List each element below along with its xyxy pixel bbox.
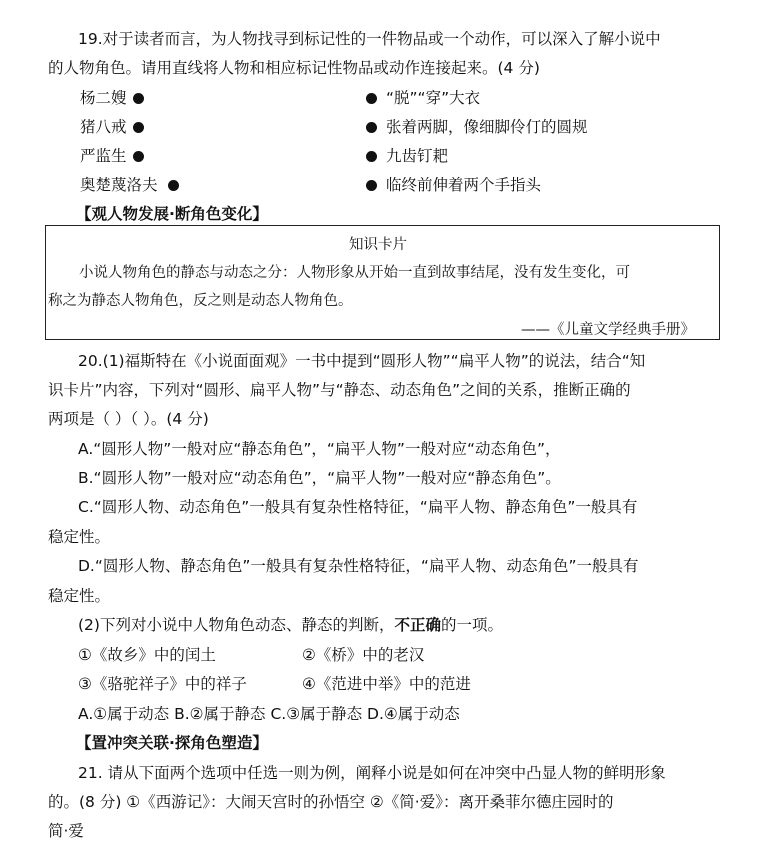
match-dot-left-1 (133, 93, 144, 104)
match-dot-right-2 (366, 122, 377, 133)
knowledge-card (45, 225, 720, 340)
q20-item-4: ④《范进中举》中的范进 (302, 675, 471, 693)
match-right-3: 九齿钉耙 (386, 147, 449, 165)
q20-line-1: 20.(1)福斯特在《小说面面观》一书中提到“圆形人物”“扁平人物”的说法，结合“知 (78, 352, 646, 370)
match-dot-right-1 (366, 93, 377, 104)
match-left-2: 猪八戒 (80, 118, 127, 136)
q20-item-3: ③《骆驼祥子》中的祥子 (78, 675, 247, 693)
q20-item-1: ①《故乡》中的闰土 (78, 646, 216, 664)
q21-line-2: 的。(8 分) ①《西游记》：大闹天宫时的孙悟空 ②《简·爱》：离开桑菲尔德庄园时的 (48, 793, 614, 811)
q20-option-c-line-1: C.“圆形人物、动态角色”一般具有复杂性格特征，“扁平人物、静态角色”一般具有 (78, 498, 638, 516)
q20-part-2-prompt (78, 615, 503, 635)
match-right-4: 临终前伸着两个手指头 (386, 176, 542, 194)
q21-line-1: 21. 请从下面两个选项中任选一则为例，阐释小说是如何在冲突中凸显人物的鲜明形象 (78, 764, 666, 782)
q20-option-d-line-2: 稳定性。 (48, 587, 111, 605)
q19-line-2: 的人物角色。请用直线将人物和相应标记性物品或动作连接起来。(4 分) (48, 59, 540, 77)
match-dot-right-4 (366, 180, 377, 191)
q20-option-c-line-2: 稳定性。 (48, 528, 111, 546)
q20-line-2: 识卡片”内容，下列对“圆形、扁平人物”与“静态、动态角色”之间的关系，推断正确的 (48, 381, 631, 399)
match-left-1: 杨二嫂 (80, 89, 127, 107)
q20-part-2-suffix: 的一项。 (440, 616, 503, 634)
match-dot-left-3 (133, 151, 144, 162)
q20-option-a: A.“圆形人物”一般对应“静态角色”，“扁平人物”一般对应“动态角色”， (78, 440, 561, 458)
q20-answer-options: A.①属于动态 B.②属于静态 C.③属于静态 D.④属于动态 (78, 705, 460, 723)
q20-option-d-line-1: D.“圆形人物、静态角色”一般具有复杂性格特征，“扁平人物、动态角色”一般具有 (78, 557, 639, 575)
match-right-2: 张着两脚，像细脚伶仃的圆规 (386, 118, 588, 136)
match-dot-left-2 (133, 122, 144, 133)
match-dot-right-3 (366, 151, 377, 162)
card-source: ——《儿童文学经典手册》 (521, 322, 695, 338)
section-heading-development: 【观人物发展·断角色变化】 (76, 205, 268, 223)
card-line-1: 小说人物角色的静态与动态之分：人物形象从开始一直到故事结尾，没有发生变化，可 (79, 265, 630, 281)
q21-line-3: 简·爱 (48, 822, 84, 840)
match-dot-left-4 (168, 180, 179, 191)
card-line-2: 称之为静态人物角色，反之则是动态人物角色。 (48, 293, 353, 309)
section-heading-conflict: 【置冲突关联·探角色塑造】 (76, 734, 268, 752)
match-left-3: 严监生 (80, 147, 127, 165)
match-right-1: “脱”“穿”大衣 (386, 89, 481, 107)
q20-line-3: 两项是（ ）（ ）。(4 分) (48, 410, 209, 428)
card-title: 知识卡片 (349, 237, 407, 253)
q20-part-2-emphasis: 不正确 (394, 616, 441, 634)
q20-item-2: ②《桥》中的老汉 (302, 646, 425, 664)
q20-part-2-prefix: (2)下列对小说中人物角色动态、静态的判断， (78, 616, 395, 634)
match-left-4: 奥楚蔑洛夫 (80, 176, 158, 194)
q19-line-1: 19.对于读者而言，为人物找寻到标记性的一件物品或一个动作，可以深入了解小说中 (78, 30, 661, 48)
q20-option-b: B.“圆形人物”一般对应“动态角色”，“扁平人物”一般对应“静态角色”。 (78, 469, 561, 487)
